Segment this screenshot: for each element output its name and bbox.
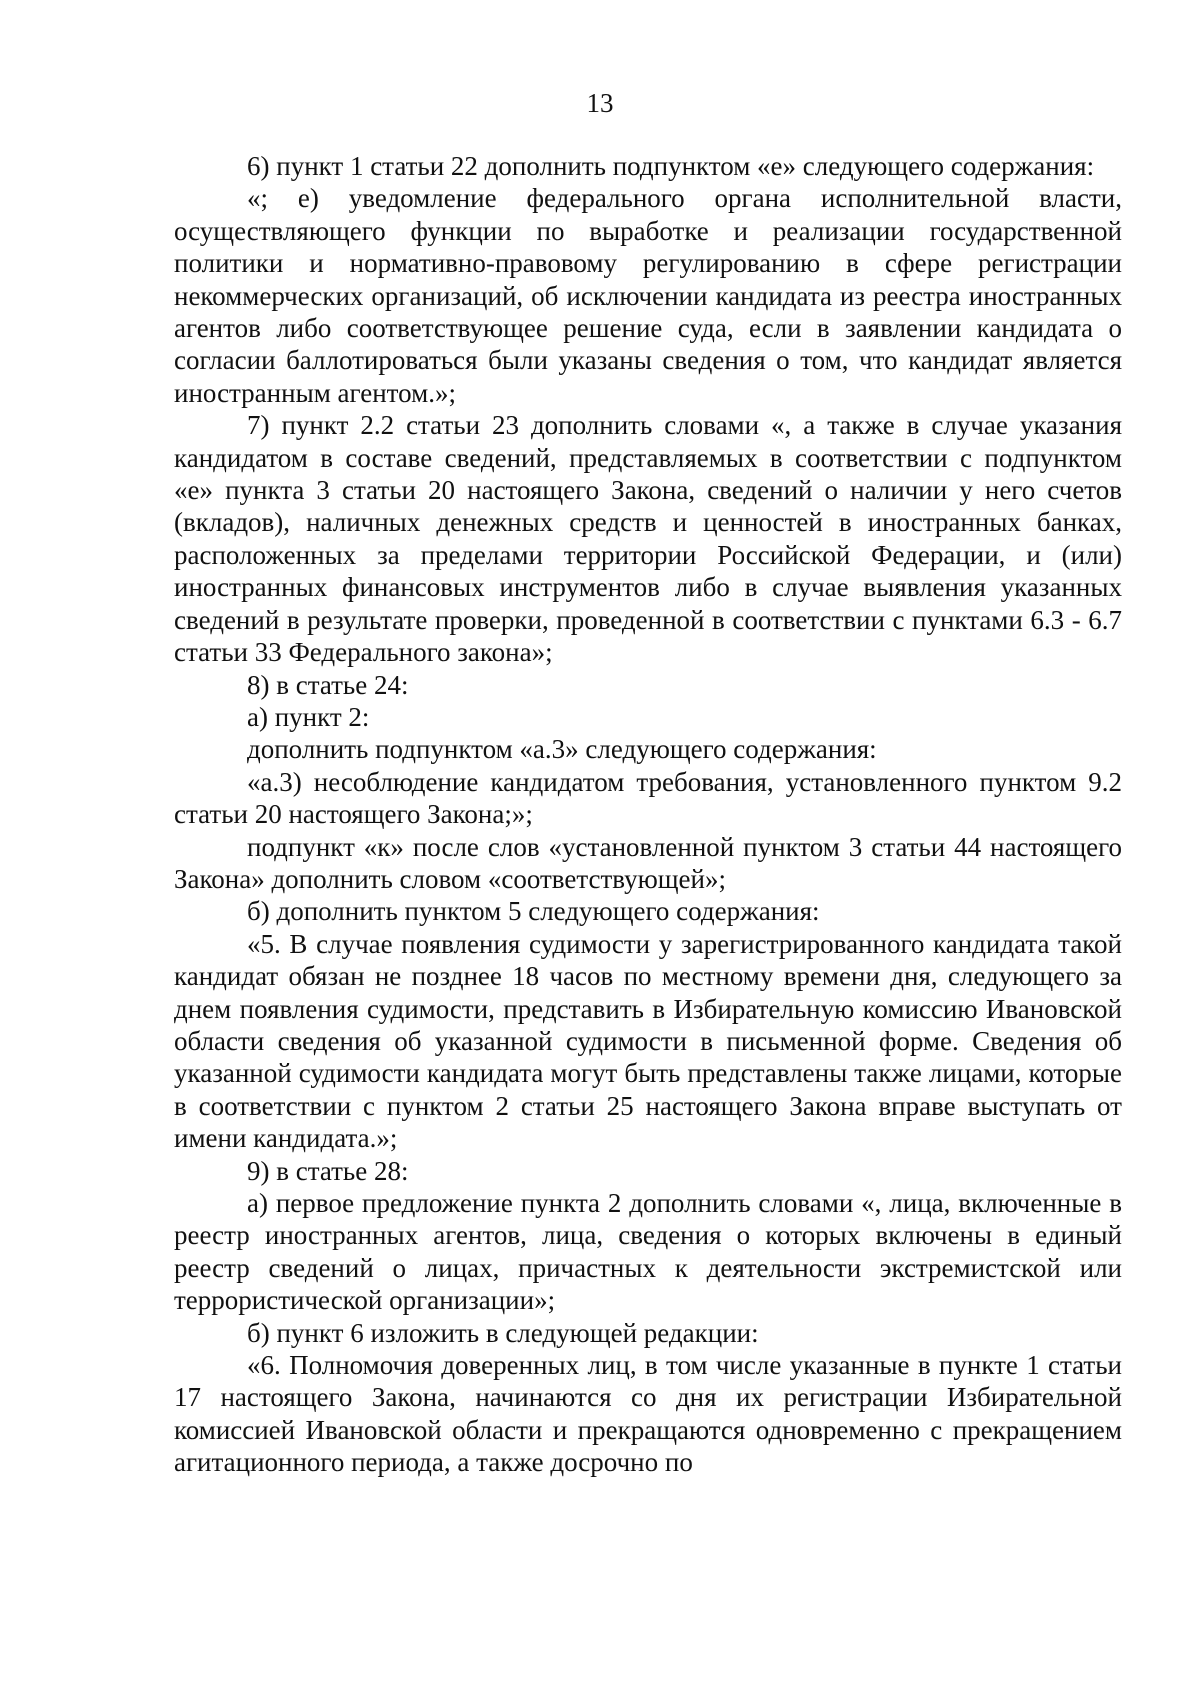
- page-number: 13: [586, 88, 614, 118]
- paragraph-point-6-text: «6. Полномочия доверенных лиц, в том числе указанные в пункте 1 статьи 17 настоящего Закона, начинаются со дня их регистрации Избирательной комиссией Ивановской области и прекращаются одновременно с прекращением агитационного периода, а также досрочно по: [174, 1350, 1122, 1478]
- paragraph-add-subitem-a3: дополнить подпунктом «а.3» следующего содержания:: [247, 734, 877, 765]
- paragraph-item-8a: а) пункт 2:: [247, 701, 370, 732]
- document-body: [174, 150, 1122, 1479]
- paragraph-item-8-intro: 8) в статье 24:: [247, 669, 409, 700]
- paragraph-item-9b: б) пункт 6 изложить в следующей редакции:: [247, 1317, 759, 1348]
- paragraph-point-5-text: «5. В случае появления судимости у зарегистрированного кандидата такой кандидат обязан не позднее 18 часов по местному времени дня, следующего за днем появления судимости, представить в Избирательную комиссию Ивановской области сведения об указанной судимости в письменной форме. Сведения об указанной судимости кандидата могут быть представлены также лицами, которые в соответствии с пунктом 2 статьи 25 настоящего Закона вправе выступать от имени кандидата.»;: [174, 928, 1122, 1154]
- paragraph-item-8b: б) дополнить пунктом 5 следующего содержания:: [247, 896, 820, 927]
- paragraph-subitem-a3-text: «а.3) несоблюдение кандидатом требования, установленного пунктом 9.2 статьи 20 настоящего Закона;»;: [174, 766, 1122, 830]
- paragraph-subitem-e-text: «; е) уведомление федерального органа исполнительной власти, осуществляющего функции по выработке и реализации государственной политики и нормативно-правовому регулированию в сфере регистрации некоммерческих организаций, об исключении кандидата из реестра иностранных агентов либо соответствующее решение суда, если в заявлении кандидата о согласии баллотироваться были указаны сведения о том, что кандидат является иностранным агентом.»;: [174, 183, 1122, 408]
- paragraph-item-7: 7) пункт 2.2 статьи 23 дополнить словами «, а также в случае указания кандидатом в составе сведений, представляемых в соответствии с подпунктом «е» пункта 3 статьи 20 настоящего Закона, сведений о наличии у него счетов (вкладов), наличных денежных средств и ценностей в иностранных банках, расположенных за пределами территории Российской Федерации, и (или) иностранных финансовых инструментов либо в случае выявления указанных сведений в результате проверки, проведенной в соответствии с пунктами 6.3 - 6.7 статьи 33 Федерального закона»;: [174, 410, 1122, 668]
- paragraph-item-9-intro: 9) в статье 28:: [247, 1155, 409, 1186]
- paragraph-item-9a: а) первое предложение пункта 2 дополнить словами «, лица, включенные в реестр иностранных агентов, лица, сведения о которых включены в единый реестр сведений о лицах, причастных к деятельности экстремистской или террористической организации»;: [174, 1188, 1122, 1316]
- paragraph-item-6-intro: 6) пункт 1 статьи 22 дополнить подпунктом «е» следующего содержания:: [247, 151, 1095, 181]
- paragraph-subitem-k: подпункт «к» после слов «установленной пунктом 3 статьи 44 настоящего Закона» дополнить словом «соответствующей»;: [174, 831, 1122, 894]
